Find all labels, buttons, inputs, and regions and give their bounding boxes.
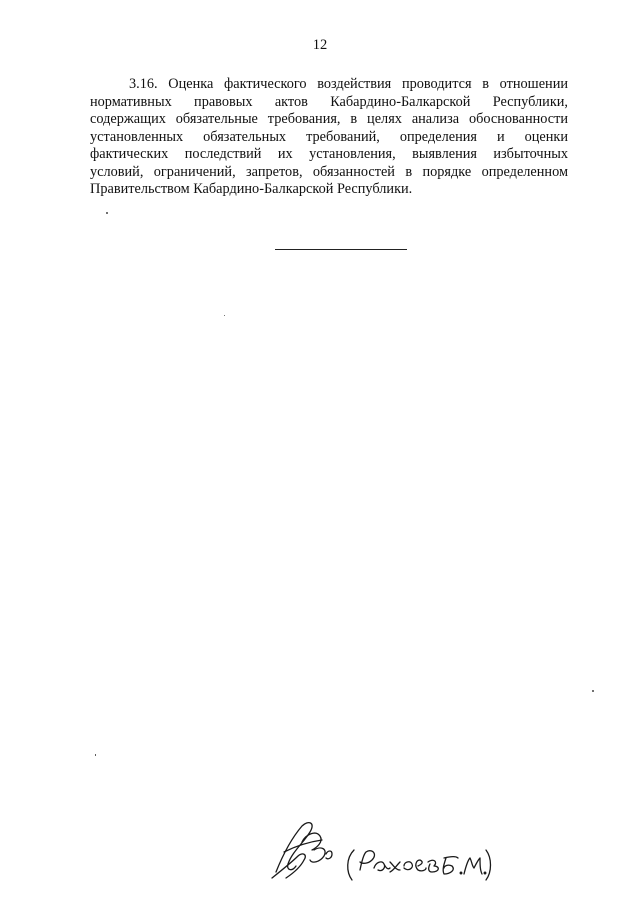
paragraph-line: фактических последствий их установления, выявления избыточных — [90, 146, 568, 162]
paragraph-line: 3.16. Оценка фактического воздействия проводится в отношении — [129, 76, 568, 92]
separator-line — [275, 249, 407, 250]
paragraph-line: установленных обязательных требований, определения и оценки — [90, 128, 568, 145]
page-number: 12 — [312, 37, 328, 53]
paragraph-line: нормативных правовых актов Кабардино-Балкарской Республики, — [90, 93, 568, 110]
scan-speck — [95, 754, 96, 756]
paragraph-line: содержащих обязательные требования, в целях анализа обоснованности — [90, 111, 568, 127]
paragraph-3-16 — [90, 76, 568, 199]
paragraph-line: условий, ограничений, запретов, обязанностей в порядке определенном — [90, 163, 568, 180]
scan-speck — [224, 315, 225, 316]
scan-speck — [106, 212, 108, 214]
paragraph-line: Правительством Кабардино-Балкарской Республики. — [90, 181, 413, 197]
scan-speck — [592, 690, 594, 692]
handwritten-signature — [262, 812, 492, 887]
